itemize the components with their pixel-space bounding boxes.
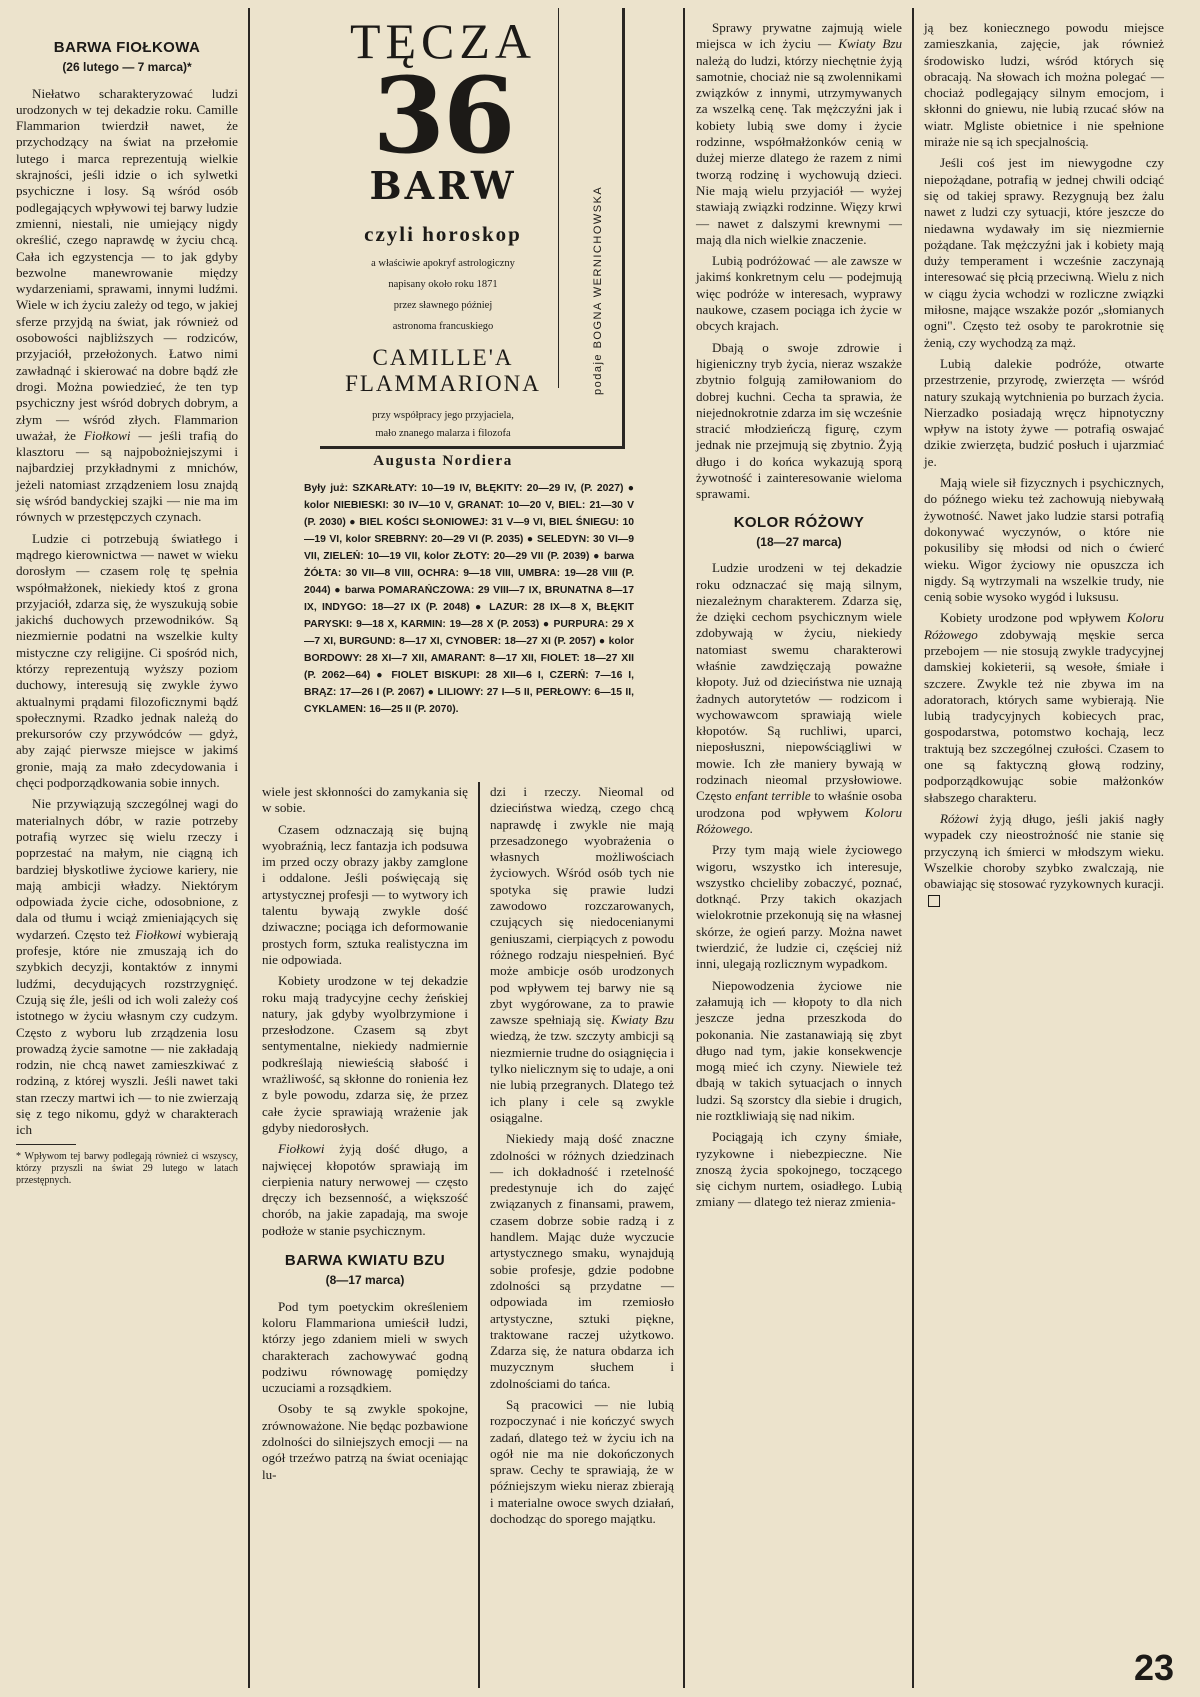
title-frame-right <box>622 8 625 448</box>
date-range: (8—17 marca) <box>325 1273 405 1288</box>
title-tecza: TĘCZA <box>349 13 537 69</box>
paragraph: Lubią dalekie podróże, otwarte przestrzenie, przyrodę, zwierzęta — wśród natury szukają wytchnienia po burzach życia. Nierzadko posiadają wręcz hipnotyczny wpływ na istoty żywe — potrafią oswajać dzikie zwierzęta, budzić posłuch i ujarzmiać je. <box>924 355 1164 469</box>
column-2 <box>262 784 468 1488</box>
column-rule <box>683 8 685 1688</box>
paragraph: Ludzie ci potrzebują światłego i mądrego kierownictwa — nawet w wieku dorosłym — czasem rolę tę spełnia współmałżonek, niekiedy ktoś z grona przyjaciół, zdarza się, że wyszukują sobie jakichś duchowych przewodników. Są niezmiernie podatni na wszelkie kulty mistyczne czy religijne. Ci spośród nich, którzy reprezentują wyższy poziom duchowy, interesują się zwykle żywo aktualnymi prądami filozoficznymi bądź społecznymi. Rzadko jednak należą do prekursorów czy przywódców — gdyż, aby zająć pierwsze miejsce w jakimś gronie, mają za mało zdecydowania i chęci podporządkowania sobie innych. <box>16 530 238 791</box>
paragraph: Przy tym mają wiele życiowego wigoru, wszystko ich interesuje, wszystko chcieliby zobaczyć, poznać, dotknąć. Przy takich okazjach wielokrotnie przekonują się na własnej skórze, że ogień parzy. Można nawet twierdzić, że ludzie ci, częściej niż inni, ulegają rozlicznym wypadkom. <box>696 842 902 972</box>
paragraph: dzi i rzeczy. Nieomal od dzieciństwa wiedzą, czego chcą naprawdę i zwykle nie mają przesadzonego wyobrażenia o własnych możliwościach życiowych. Wśród osób tych nie spotyka się prawie ludzi zawodowo rozczarowanych, czujących się niedocenianymi geniuszami, cierpiących z powodu różnego rodzaju niespełnień. Być może ambicje osób urodzonych pod wpływem tej barwy nie są zbyt wygórowane, za to prawie zawsze spełniają się. Kwiaty Bzu wiedzą, że tzw. szczyty ambicji są niezmiernie trudne do osiągnięcia i tylko nielicznym się to udaje, a oni nie lubią przegranych. Dlatego też ich plany i cele są zwykle osiągalne. <box>490 784 674 1125</box>
paragraph: Lubią podróżować — ale zawsze w jakimś konkretnym celu — podejmują więc podróże w interesach, wyprawy naukowe, czasem pociąga ich życie w obcych krajach. <box>696 253 902 334</box>
paragraph: Pociągają ich czyny śmiałe, ryzykowne i niebezpieczne. Nie znoszą życia spokojnego, toczącego się cichym nurtem, osiadłego. Lubią zmiany — dlatego też nieraz zmienia- <box>696 1129 902 1210</box>
column-4 <box>696 20 902 1216</box>
title-name: FLAMMARIONA <box>345 371 541 396</box>
paragraph: Pod tym poetyckim określeniem koloru Flammariona umieścił ludzi, którzy jego zdaniem mieli w swych charakterach zachowywać godną podziwu równowagę pomiędzy uczuciami a rozsądkiem. <box>262 1298 468 1396</box>
title-block <box>318 14 568 470</box>
column-1 <box>16 36 238 1192</box>
title-desc: przez sławnego później <box>393 300 493 311</box>
heading-barwa-fiolkowa: BARWA FIOŁKOWA <box>53 39 201 56</box>
title-subtitle: czyli horoskop <box>364 222 522 246</box>
paragraph: wiele jest skłonności do zamykania się w sobie. <box>262 784 468 816</box>
paragraph: Są pracowici — nie lubią rozpoczynać i nie kończyć swych zadań, dlatego też w życiu ich na ogół nie ma nie dokończonych spraw. Cechy te sprawiają, że w późniejszym wieku nieraz zbierają i materialne owoce swych działań, dochodząc do sporego majątku. <box>490 1396 674 1527</box>
paragraph: Ludzie urodzeni w tej dekadzie roku odznaczać się mają silnym, niezależnym charakterem. Zdarza się, że dzięki cechom psychicznym wiele zdobywają w życiu, niekiedy natomiast swemu charakterowi właśnie zawdzięczają poważne kłopoty. Już od dzieciństwa nie uznają żadnych autorytetów — rodzicom i wychowawcom sprawiają wiele kłopotów. Są ruchliwi, uparci, nieposłuszni, niepowściągliwi w mowie. Ich złe maniery bywają w rodzinach nieomal przysłowiowe. Często enfant terrible to właśnie osoba urodzona pod wpływem Koloru Różowego. <box>696 560 903 836</box>
paragraph: Niepowodzenia życiowe nie załamują ich — kłopoty to dla nich jeszcze jedna przeszkoda do pokonania. Nie zastanawiają się zbyt długo nad tym, jakie konsekwencje mogą mieć ich czyny. Niewiele też dbają w takich sytuacjach o innych ludzi. Są szorstcy dla siebie i drugich, nie roztkliwiają się nad nikim. <box>696 977 902 1123</box>
title-desc: a właściwie apokryf astrologiczny <box>371 258 515 269</box>
title-name: CAMILLE'A <box>372 345 514 370</box>
column-5 <box>924 20 1164 914</box>
paragraph: Jeśli coś jest im niewygodne czy niepożądane, potrafią w jednej chwili odciąć się od takiej sprawy. Rezygnują bez żalu nawet z ludzi czy sytuacji, które jeszcze do niedawna wydawały im się niezmiernie pożądane. Tak mężczyźni jak i kobiety mają duży temperament i wcześnie zaczynają interesować się płcią przeciwną. Wielu z nich w ciągu życia wchodzi w rozliczne związki miłosne, mające wszakże pozór „słomianych ogni". Często też osoby te parokrotnie się żenią, czy wychodzą za mąż. <box>924 155 1164 350</box>
column-rule <box>478 782 480 1688</box>
date-range: (18—27 marca) <box>756 534 842 549</box>
previous-colors-list: Były już: SZKARŁATY: 10—19 IV, BŁĘKITY: 20—29 IV, (P. 2027) ● kolor NIEBIESKI: 30 IV—10 V, GRANAT: 10—20 V, BIEL: 21—30 V (P. 2030) ● BIEL KOŚCI SŁONIOWEJ: 31 V—9 VI, BIEL ŚNIEGU: 10—19 VI, kolor SREBRNY: 20—29 VI (P. 2035) ● SELEDYN: 30 VI—9 VII, ZIELEŃ: 10—19 VII, kolor ZŁOTY: 20—29 VII (P. 2039) ● barwa ŻÓŁTA: 30 VII—8 VIII, OCHRA: 9—18 VIII, UMBRA: 19—28 VIII (P. 2044) ● barwa POMARAŃCZOWA: 29 VIII—7 IX, BRUNATNA 8—17 IX, INDYGO: 18—27 IX (P. 2048) ● LAZUR: 28 IX—8 X, BŁĘKIT PARYSKI: 9—18 X, KARMIN: 19—28 X (P. 2053) ● PURPURA: 29 X—7 XI, BURGUND: 8—17 XI, CYNOBER: 18—27 XI (P. 2057) ● kolor BORDOWY: 28 XI—7 XII, AMARANT: 8—17 XII, FIOLET: 18—27 XII (P. 2062—64) ● FIOLET BISKUPI: 28 XII—6 I, CZERŃ: 7—16 I, BRĄZ: 17—26 I (P. 2067) ● LILIOWY: 27 I—5 II, PERŁOWY: 6—15 II, CYKLAMEN: 16—25 II (P. 2070). <box>304 483 634 715</box>
paragraph: Niekiedy mają dość znaczne zdolności w różnych dziedzinach — ich dokładność i rzetelność predestynuje ich do zajęć związanych z finansami, prawem, czasem dobrze sobie radzą i z handlem. Mając duże wyczucie artystycznego smaku, wynajdują sobie profesje, gdzie podobne zdolności są przydatne — odpowiada im rzemiosło artystyczne, sztuki piękne, traktowane raczej użytkowo. Zdarza się, że natura obdarza ich muzycznym słuchem i zdolnościami do tańca. <box>490 1131 674 1391</box>
paragraph: Kobiety urodzone pod wpływem Koloru Różowego zdobywają męskie serca przebojem — nie stosują zwykle tradycyjnej damskiej kokieterii, są wesołe, śmiałe i szczere. Zwykle też nie zbywa im na adoratorach, których same wybierają. Nie lubią tradycyjnych kobiecych prac, gospodarstwa, potomstwo kochają, lecz traktują bez szczególnej czułości. Czasem to one są faktyczną głową rodziny, podporządkowując sobie małżonków słabszego charakteru. <box>924 610 1164 805</box>
byline: podaje BOGNA WERNICHOWSKA <box>592 185 604 395</box>
heading-kolor-rozowy: KOLOR RÓŻOWY <box>733 513 865 531</box>
title-coop: przy współpracy jego przyjaciela, mało znanego malarza i filozofa <box>372 410 514 439</box>
paragraph: Czasem odznaczają się bujną wyobraźnią, lecz fantazja ich podsuwa im przed oczy obrazy jakby zamglone i oddalone. Jeśli poświęcają się artystycznej profesji — to wytwory ich talentu bywają zwykle dość dziwaczne; pociąga ich deformowanie prostych form, sztuka realistyczna im nie odpowiada. <box>262 821 468 967</box>
end-mark-icon <box>928 895 940 907</box>
title-barw: BARW <box>369 163 517 208</box>
title-desc: napisany około roku 1871 <box>388 279 498 290</box>
paragraph: Kobiety urodzone w tej dekadzie roku mają tradycyjne cechy żeńskiej natury, jak gdyby wyolbrzymione i przesłodzone. Czasem są zbyt sentymentalne, niekiedy nadmiernie podkreślają niewieścią słabość i wrażliwość, są skłonne do ronienia łez z byle powodu, zdarza się, że przez całe życie sprawiają wrażenie jak gdyby niedorosłych. <box>262 973 468 1135</box>
column-rule <box>912 8 914 1688</box>
heading-barwa-kwiatu-bzu: BARWA KWIATU BZU <box>284 1252 446 1270</box>
page-number: 23 <box>1133 1647 1174 1688</box>
title-number: 36 <box>372 54 514 177</box>
title-desc: astronoma francuskiego <box>392 321 494 332</box>
paragraph: Sprawy prywatne zajmują wiele miejsca w ich życiu — Kwiaty Bzu należą do ludzi, którzy niechętnie żyją samotnie, chociaż nie są zwolennikami związków z innymi, utrzymywanych za wszelką cenę. Tak mężczyźni jak i kobiety lubią swe domy i życie rodzinne, współmałżonków cenią w dużej mierze dlatego że razem z nimi tworzą rodzinę i wychowują dzieci. Nie mają wielu przyjaciół — wyżej stawiają związki rodzinne. Więzy krwi — nawet z dalszymi krewnymi — mają dla nich wielkie znaczenie. <box>696 20 902 247</box>
column-3 <box>490 784 674 1532</box>
paragraph: ją bez koniecznego powodu miejsce zamieszkania, zajęcie, jak również środowisko ludzi, wśród których się obracają. Na słowach ich można polegać — chociaż podlegający silnym emocjom, i skłonni do gniewu, nie lubią rzucać słów na wiatr. Mgliste obietnice i nie spełnione miraże nie są ich specjalnością. <box>924 20 1164 150</box>
paragraph: Osoby te są zwykle spokojne, zrównoważone. Nie będąc pozbawione zdolności do silniejszych emocji — na ogół trzeźwo patrzą na świat oceniając lu- <box>262 1401 468 1482</box>
date-range: (26 lutego — 7 marca)* <box>62 60 192 75</box>
paragraph: Niełatwo scharakteryzować ludzi urodzonych w tej dekadzie roku. Camille Flammarion twierdził nawet, że przychodzący na świat na przełomie lutego i marca reprezentują wielkie skrajności, jeśli idzie o ich sylwetki psychiczne i losy. Są wśród osób podlegających wpływowi tej barwy ludzie zmienni, niestali, nie umiejący nigdy określić, czego naprawdę w życiu chcą. Cała ich egzystencja — to jak gdyby bezwolne manewrowanie między wydarzeniami, sprawami, innymi ludźmi. Wiele w ich życiu zależy od tego, w jakiej sferze przyjdą na świat, jak również od osobowości najbliższych — rodziców, przyjaciół, przełożonych. Łatwo nimi zawładnąć i skierować na dobre bądź złe drogi. Można powiedzieć, że ten typ psychiczny jest wśród dobrych dobrym, a złym — wśród złych. Flammarion uważał, że Fiołkowi — jeśli trafią do klasztoru — są najpobożniejszymi i najbardziej przykładnymi z mnichów, jeżeli natomiast zrządzeniem losu znajdą się wśród bandyckiej szajki — nie ma im równych w przestępczych czynach. <box>16 85 238 525</box>
paragraph: Nie przywiązują szczególnej wagi do materialnych dóbr, w razie potrzeby potrafią wyrzec się wielu rzeczy i poprzestać na małym, nie ciągną ich bardziej błyskotliwe życiowe kariery, nie mają ambicji władzy. Niektórym odpowiada życie ciche, odosobnione, z dala od tłumu i wciąż zmieniających się wydarzeń. Często też Fiołkowi wybierają profesje, które nie zmuszają ich do szybkich decyzji, kontaktów z innymi ludźmi, decydujących rozstrzygnięć. Czują się źle, jeśli od ich woli zależy coś istotnego w życiu własnym czy cudzym. Często z wyboru lub zrządzenia losu prowadzą życie samotne — nie zakładają rodzin, nie chcą nawet zamieszkiwać z rodziną, z której wyszli. Jeśli nawet taki stan rzeczy martwi ich — to nie zwierzają się z tego nikomu, gdyż w charakterach ich <box>16 796 238 1138</box>
title-author: Augusta Nordiera <box>373 453 513 469</box>
paragraph: Fiołkowi żyją dość długo, a najwięcej kłopotów sprawiają im cierpienia natury nerwowej — często dręczy ich bezsenność, a większość chorób, na jakie zapadają, ma swoje podłoże w stanie psychicznym. <box>262 1141 468 1238</box>
paragraph: Dbają o swoje zdrowie i higieniczny tryb życia, nieraz wszakże zbytnio folgują zamiłowaniom do dobrej kuchni. Cecha ta sprawia, że niejednokrotnie zdarza im się wcześnie stracić młodzieńczą figurę, czym jednak nie przejmują się zbytnio. Żyją długo i do końca wykazują sporą żywotność i zainteresowanie wieloma sprawami. <box>696 339 902 502</box>
paragraph: Mają wiele sił fizycznych i psychicznych, do późnego wieku też zachowują niebywałą żywotność. Nawet jako ludzie starsi potrafią dokonywać wyczynów, o które nie pokusiliby się młodsi od nich o ćwierć wieku. Wigor życiowy nie opuszcza ich nigdy. Są wytrzymali na wszelkie trudy, nie cenią sobie wysoko wygód i luksusu. <box>924 475 1164 605</box>
footnote-rule <box>16 1144 76 1145</box>
column-rule <box>248 8 250 1688</box>
footnote: * Wpływom tej barwy podlegają również ci wszyscy, którzy przyszli na świat 29 lutego w latach przestępnych. <box>16 1150 238 1186</box>
paragraph: Różowi żyją długo, jeśli jakiś nagły wypadek czy nieostrożność nie stanie się przyczyną ich śmierci w młodszym wieku. Wszelkie choroby szybko zwalczają, nie obawiając się stosować ryzykownych kuracji. <box>924 811 1164 909</box>
